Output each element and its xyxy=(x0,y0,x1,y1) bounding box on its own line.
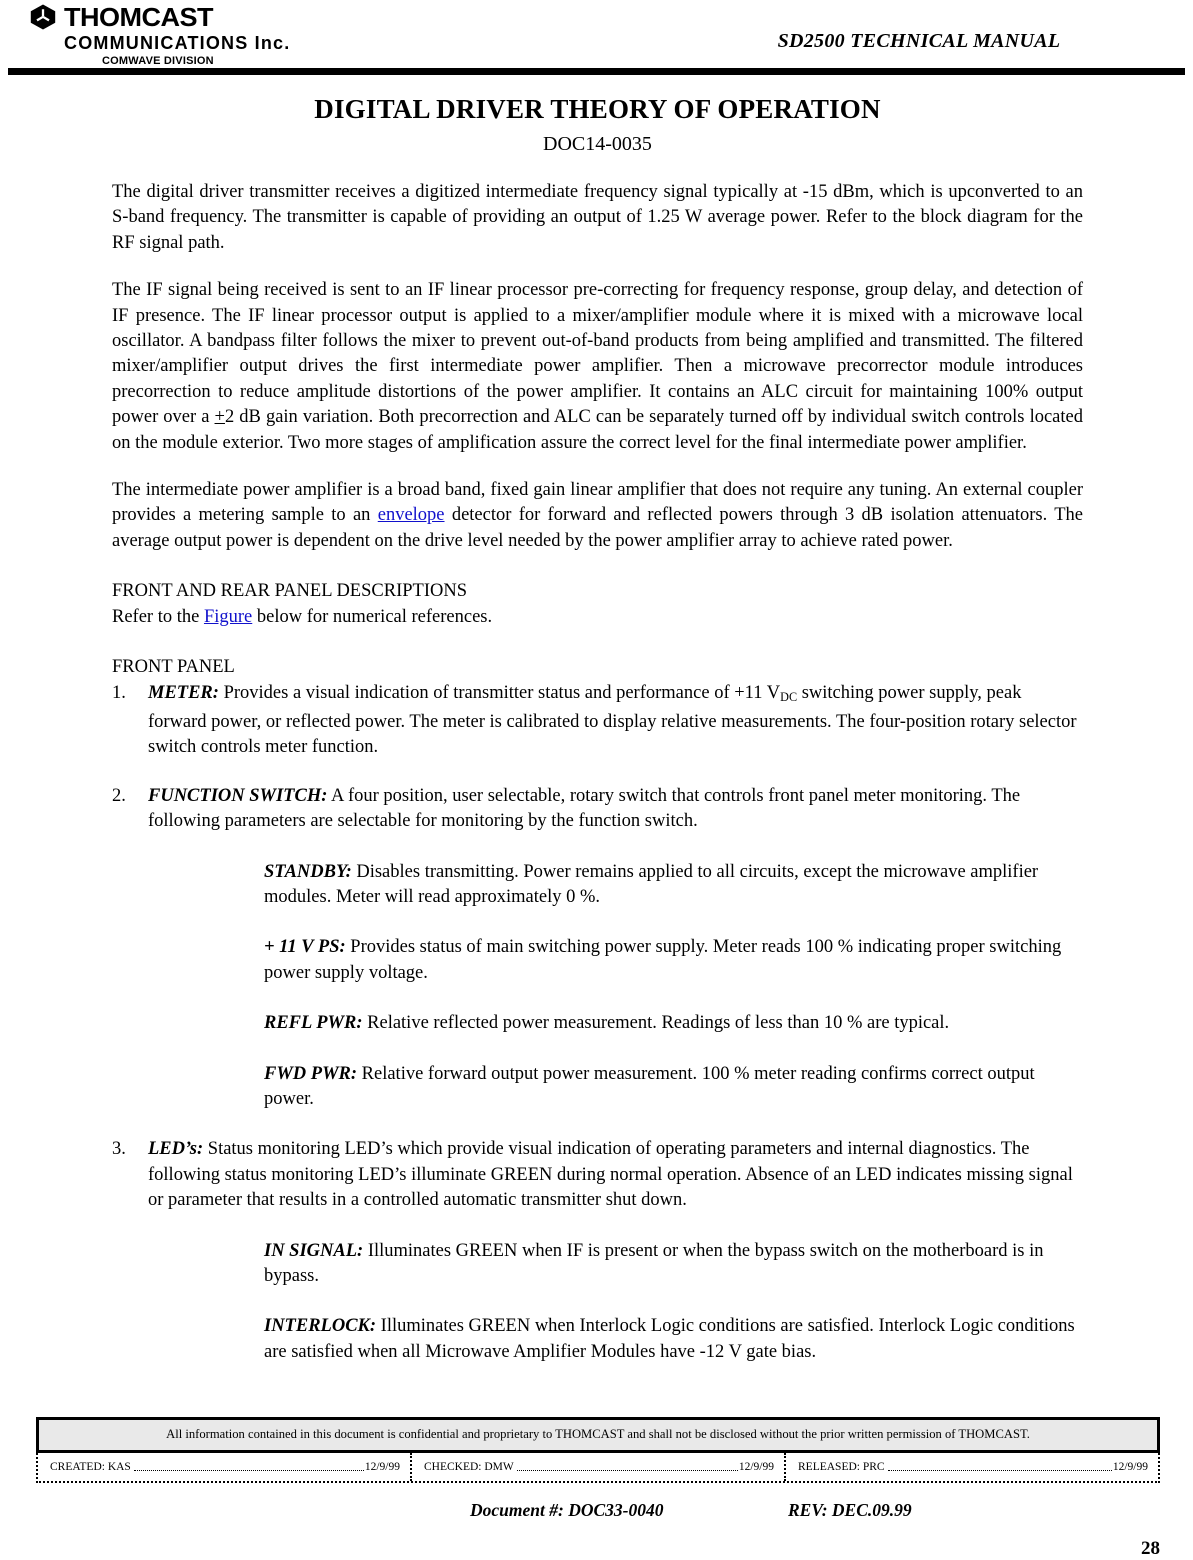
logo-text-communications: COMMUNICATIONS Inc. xyxy=(64,33,291,53)
paragraph-ipa-part1: The intermediate power amplifier is a broad band, fixed gain linear amplifier that does not require any tuning. An external coupler provides a metering sample to an xyxy=(112,480,1083,526)
paragraph-if-chain-part2: 2 dB gain variation. Both precorrection and ALC can be separately turned off by individual switch controls located on the module exterior. Two more stages of amplification assure the correct level for the final intermediate power amplifier. xyxy=(112,407,1083,453)
signature-date: 12/9/99 xyxy=(364,1461,400,1473)
option-lead: + 11 V PS: xyxy=(264,937,346,958)
signature-date: 12/9/99 xyxy=(1112,1461,1148,1473)
document-revision: REV: DEC.09.99 xyxy=(788,1500,912,1520)
option-lead: IN SIGNAL: xyxy=(264,1240,364,1261)
dotted-leader xyxy=(888,1469,1112,1471)
plus-minus-symbol: + xyxy=(214,407,225,428)
option-lead: STANDBY: xyxy=(264,861,352,882)
list-item-number: 2. xyxy=(112,785,126,806)
signature-label: CREATED: KAS xyxy=(50,1461,131,1473)
option-body: Relative reflected power measurement. Readings of less than 10 % are typical. xyxy=(362,1013,950,1034)
option-lead: INTERLOCK: xyxy=(264,1316,377,1337)
document-identifier-footer xyxy=(0,1500,1193,1559)
refer-suffix: below for numerical references. xyxy=(252,606,493,627)
list-item-lead: FUNCTION SWITCH: xyxy=(148,785,328,806)
list-item-leds xyxy=(112,1137,1083,1213)
list-item-meter xyxy=(112,681,1083,761)
list-item-number: 3. xyxy=(112,1139,126,1160)
paragraph-if-chain-part1: The IF signal being received is sent to an IF linear processor pre-correcting for frequency response, group delay, and detection of IF presence. The IF linear processor output is applied to a mixer/amplifier module where it is mixed with a microwave local oscillator. A bandpass filter follows the mixer to prevent out-of-band products from being amplified and transmitted. The filtered mixer/amplifier output drives the first intermediate power amplifier. Then a microwave precorrector module introduces precorrection to reduce amplitude distortions of the power amplifier. It contains an ALC circuit for maintaining 100% output power over a xyxy=(112,280,1083,428)
header-divider-rule xyxy=(8,68,1185,75)
list-item-function-switch xyxy=(112,784,1083,835)
company-logo xyxy=(30,2,350,68)
signature-date: 12/9/99 xyxy=(738,1461,774,1473)
option-lead: REFL PWR: xyxy=(264,1013,363,1034)
section-heading-panel-descriptions: FRONT AND REAR PANEL DESCRIPTIONS xyxy=(112,581,467,602)
list-item-body-part1: Provides a visual indication of transmitter status and performance of +11 V xyxy=(218,682,781,703)
spacer xyxy=(112,1214,1083,1239)
confidentiality-notice: All information contained in this document is confidential and proprietary to THOMCAST and shall not be disclosed without the prior written permission of THOMCAST. xyxy=(36,1417,1160,1453)
spacer xyxy=(112,1037,1083,1062)
list-item-text xyxy=(148,784,1083,835)
section-heading-front-panel: FRONT PANEL xyxy=(112,657,235,678)
option-body: Illuminates GREEN when IF is present or when the bypass switch on the motherboard is in bypass. xyxy=(264,1240,1044,1287)
logo-text-division: COMWAVE DIVISION xyxy=(102,55,214,67)
document-number: Document #: DOC33-0040 xyxy=(470,1500,664,1520)
spacer xyxy=(112,155,1083,180)
paragraph-if-chain xyxy=(112,278,1083,456)
option-fwd-pwr xyxy=(264,1062,1083,1113)
signature-checked xyxy=(410,1453,784,1481)
signature-label: RELEASED: PRC xyxy=(798,1461,885,1473)
option-body: Illuminates GREEN when Interlock Logic conditions are satisfied. Interlock Logic conditions are satisfied when all Microwave Amplifier Modules have -12 V gate bias. xyxy=(264,1316,1075,1362)
list-item-lead: METER: xyxy=(148,682,219,703)
option-interlock xyxy=(264,1314,1083,1365)
spacer xyxy=(112,554,1083,579)
option-body: Disables transmitting. Power remains applied to all circuits, except the microwave amplifier modules. Meter will read approximately 0 %. xyxy=(264,861,1039,907)
page-number: 28 xyxy=(1141,1538,1160,1559)
thomcast-diamond-icon xyxy=(30,4,56,30)
list-item-body-part2: switching power supply, peak forward power, or reflected power. The meter is calibrated to display relative measurements. The four-position rotary selector switch controls meter function. xyxy=(148,682,1077,758)
option-lead: FWD PWR: xyxy=(264,1063,358,1084)
option-standby xyxy=(264,860,1083,911)
document-body xyxy=(0,94,1193,1365)
option-in-signal xyxy=(264,1239,1083,1290)
dotted-leader xyxy=(517,1469,738,1471)
spacer xyxy=(112,1112,1083,1137)
signature-label: CHECKED: DMW xyxy=(424,1461,514,1473)
refer-prefix: Refer to the xyxy=(112,606,204,627)
list-item-number: 1. xyxy=(112,682,126,703)
list-item-lead: LED’s: xyxy=(148,1139,204,1160)
list-item-text xyxy=(148,1137,1083,1213)
paragraph-ipa xyxy=(112,478,1083,554)
spacer xyxy=(112,910,1083,935)
figure-link[interactable]: Figure xyxy=(203,606,253,627)
page-footer xyxy=(36,1417,1160,1483)
spacer xyxy=(112,630,1083,655)
option-body: Relative forward output power measurement. 100 % meter reading confirms correct output power. xyxy=(264,1063,1035,1110)
option-11v-ps xyxy=(264,935,1083,986)
logo-primary-row xyxy=(30,2,350,32)
subscript-dc: DC xyxy=(780,689,798,704)
paragraph-ipa-part2: detector for forward and reflected powers through 3 dB isolation attenuators. The average output power is dependent on the drive level needed by the power amplifier array to achieve rated power. xyxy=(112,505,1083,551)
option-refl-pwr xyxy=(264,1011,1083,1036)
envelope-link[interactable]: envelope xyxy=(377,505,445,526)
logo-text-thomcast: THOMCAST xyxy=(64,2,214,32)
list-item-body: Status monitoring LED’s which provide visual indication of operating parameters and internal diagnostics. The following status monitoring LED’s illuminate GREEN during normal operation. Absence of an LED indicates missing signal or parameter that results in a controlled automatic transmitter shut down. xyxy=(148,1139,1073,1211)
list-item-text xyxy=(148,681,1083,761)
manual-title: SD2500 TECHNICAL MANUAL xyxy=(777,30,1061,52)
paragraph-overview: The digital driver transmitter receives a digitized intermediate frequency signal typically at -15 dBm, which is upconverted to an S-band frequency. The transmitter is capable of providing an output of 1.25 W average power. Refer to the block diagram for the RF signal path. xyxy=(112,182,1083,253)
signature-released xyxy=(784,1453,1158,1481)
option-body: Provides status of main switching power supply. Meter reads 100 % indicating proper switching power supply voltage. xyxy=(264,937,1062,983)
signature-created xyxy=(38,1453,410,1481)
document-code: DOC14-0035 xyxy=(543,133,652,155)
page-title: DIGITAL DRIVER THEORY OF OPERATION xyxy=(314,94,881,124)
spacer xyxy=(112,761,1083,784)
spacer xyxy=(112,835,1083,860)
spacer xyxy=(112,986,1083,1011)
refer-to-figure-line xyxy=(112,605,1083,630)
spacer xyxy=(112,1289,1083,1314)
list-item-body: A four position, user selectable, rotary switch that controls front panel meter monitoring. The following parameters are selectable for monitoring by the function switch. xyxy=(148,785,1021,832)
page-header xyxy=(0,0,1193,72)
signature-row xyxy=(36,1453,1160,1483)
dotted-leader xyxy=(134,1469,364,1471)
